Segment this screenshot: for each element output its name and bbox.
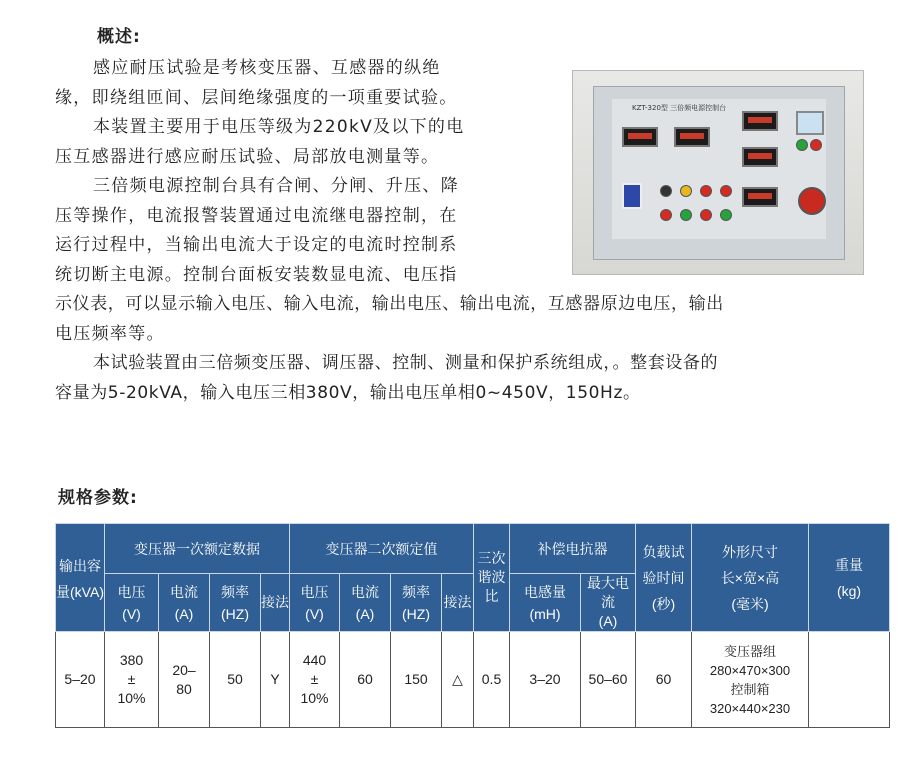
overview-line: 本装置主要用于电压等级为220kV及以下的电 — [93, 117, 465, 137]
col-load-test-time: 负载试验时间(秒) — [636, 524, 692, 632]
cell-s-conn: △ — [442, 632, 474, 728]
dimensions-sub: 长×宽×高 — [720, 569, 780, 586]
weight-title: 重量 — [835, 556, 863, 573]
col-p-freq — [210, 574, 261, 632]
red-lamp-icon — [700, 185, 712, 197]
line: 80 — [176, 680, 192, 697]
cell-max-current: 50–60 — [581, 632, 636, 728]
line: ± — [127, 671, 136, 687]
overview-line: 缘，即绕组匝间、层间绝缘强度的一项重要试验。 — [55, 87, 458, 108]
line: 10% — [300, 690, 329, 706]
col-max-current — [581, 574, 636, 632]
yellow-lamp-icon — [680, 185, 692, 197]
green-button-icon — [796, 139, 808, 151]
console-faceplate — [612, 99, 826, 239]
unit: (HZ) — [221, 605, 249, 622]
line: 440 — [302, 652, 327, 668]
cell-s-current: 60 — [340, 632, 391, 728]
col-p-current — [159, 574, 210, 632]
cell-s-freq: 150 — [391, 632, 442, 728]
unit: (V) — [305, 605, 324, 622]
overview-line: 运行过程中，当输出电流大于设定的电流时控制系 — [55, 235, 458, 255]
overview-line: 压等操作，电流报警装置通过电流继电器控制，在 — [55, 205, 458, 226]
line: ± — [310, 671, 319, 687]
col-s-freq — [391, 574, 442, 632]
meter-display — [742, 187, 778, 207]
col-s-voltage — [290, 574, 340, 632]
weight-unit: (kg) — [836, 582, 862, 599]
label: 电流 — [170, 583, 198, 600]
unit: (V) — [122, 605, 141, 622]
overview-line: 容量为5-20kVA，输入电压三相380V，输出电压单相0~450V，150Hz。 — [55, 382, 641, 403]
cell-p-current — [159, 632, 210, 728]
line: 320×440×230 — [709, 700, 791, 716]
meter-display — [622, 127, 658, 147]
specs-heading: 规格参数: — [58, 488, 138, 508]
overview-line: 压互感器进行感应耐压试验、局部放电测量等。 — [55, 146, 440, 167]
label: 频率 — [402, 583, 430, 600]
label: 电压 — [117, 583, 146, 600]
red-button-icon — [660, 209, 672, 221]
label: 电流 — [351, 583, 379, 600]
cell-p-conn: Y — [261, 632, 290, 728]
meter-display — [742, 111, 778, 131]
overview-line: 示仪表，可以显示输入电压、输入电流，输出电压、输出电流，互感器原边电压，输出 — [55, 294, 724, 314]
cell-p-voltage — [105, 632, 159, 728]
col-third-harmonic: 三次谐波比 — [474, 524, 510, 632]
red-lamp-icon — [720, 185, 732, 197]
rotary-switch-icon — [798, 187, 826, 215]
cell-p-freq: 50 — [210, 632, 261, 728]
console-panel — [593, 86, 845, 260]
overview-line: 电压频率等。 — [55, 323, 165, 344]
green-button-icon — [720, 209, 732, 221]
unit: (A) — [174, 605, 194, 622]
spec-table — [55, 523, 890, 728]
key-switch-icon — [660, 185, 672, 197]
indicator-screen — [796, 111, 824, 135]
col-secondary-group: 变压器二次额定值 — [290, 524, 474, 574]
line: 变压器组 — [723, 643, 776, 659]
line: 280×470×300 — [709, 662, 791, 678]
cell-capacity: 5–20 — [56, 632, 105, 728]
label: 最大电流 — [587, 575, 629, 610]
unit: (A) — [598, 613, 618, 629]
green-button-icon — [680, 209, 692, 221]
cell-dimensions — [692, 632, 809, 728]
col-primary-group: 变压器一次额定数据 — [105, 524, 290, 574]
breaker-switch-icon — [622, 183, 642, 209]
col-weight — [809, 524, 890, 632]
cell-weight — [809, 632, 890, 728]
overview-line: 统切断主电源。控制台面板安装数显电流、电压指 — [55, 264, 458, 285]
dimensions-title: 外形尺寸 — [722, 543, 778, 560]
cell-s-voltage — [290, 632, 340, 728]
meter-display — [742, 147, 778, 167]
unit: (mH) — [529, 605, 561, 622]
label: 电感量 — [524, 583, 566, 600]
col-p-conn: 接法 — [261, 574, 290, 632]
col-inductance — [510, 574, 581, 632]
control-console-photo — [572, 70, 864, 275]
overview-line: 本试验装置由三倍频变压器、调压器、控制、测量和保护系统组成，。整套设备的 — [93, 353, 719, 373]
unit: (HZ) — [402, 605, 430, 622]
line: 380 — [119, 652, 144, 668]
col-p-voltage — [105, 574, 159, 632]
overview-line: 感应耐压试验是考核变压器、互感器的纵绝 — [93, 58, 441, 78]
col-s-conn: 接法 — [442, 574, 474, 632]
red-button-icon — [810, 139, 822, 151]
dimensions-unit: (毫米) — [731, 595, 769, 612]
line: 20– — [172, 661, 196, 678]
line: 10% — [117, 690, 146, 706]
col-dimensions — [692, 524, 809, 632]
unit: (A) — [355, 605, 375, 622]
col-output-capacity: 输出容量(kVA) — [56, 524, 105, 632]
meter-display — [674, 127, 710, 147]
table-row — [56, 632, 890, 728]
label: 频率 — [221, 583, 249, 600]
cell-harmonic: 0.5 — [474, 632, 510, 728]
overview-line: 三倍频电源控制台具有合闸、分闸、升压、降 — [93, 176, 459, 196]
overview-heading: 概述: — [97, 27, 141, 47]
cell-load-time: 60 — [636, 632, 692, 728]
cell-inductance: 3–20 — [510, 632, 581, 728]
red-button-icon — [700, 209, 712, 221]
col-reactor-group: 补偿电抗器 — [510, 524, 636, 574]
col-s-current — [340, 574, 391, 632]
label: 电压 — [300, 583, 329, 600]
panel-label: KZT-320型 三倍频电源控制台 — [632, 104, 727, 112]
line: 控制箱 — [730, 681, 770, 697]
